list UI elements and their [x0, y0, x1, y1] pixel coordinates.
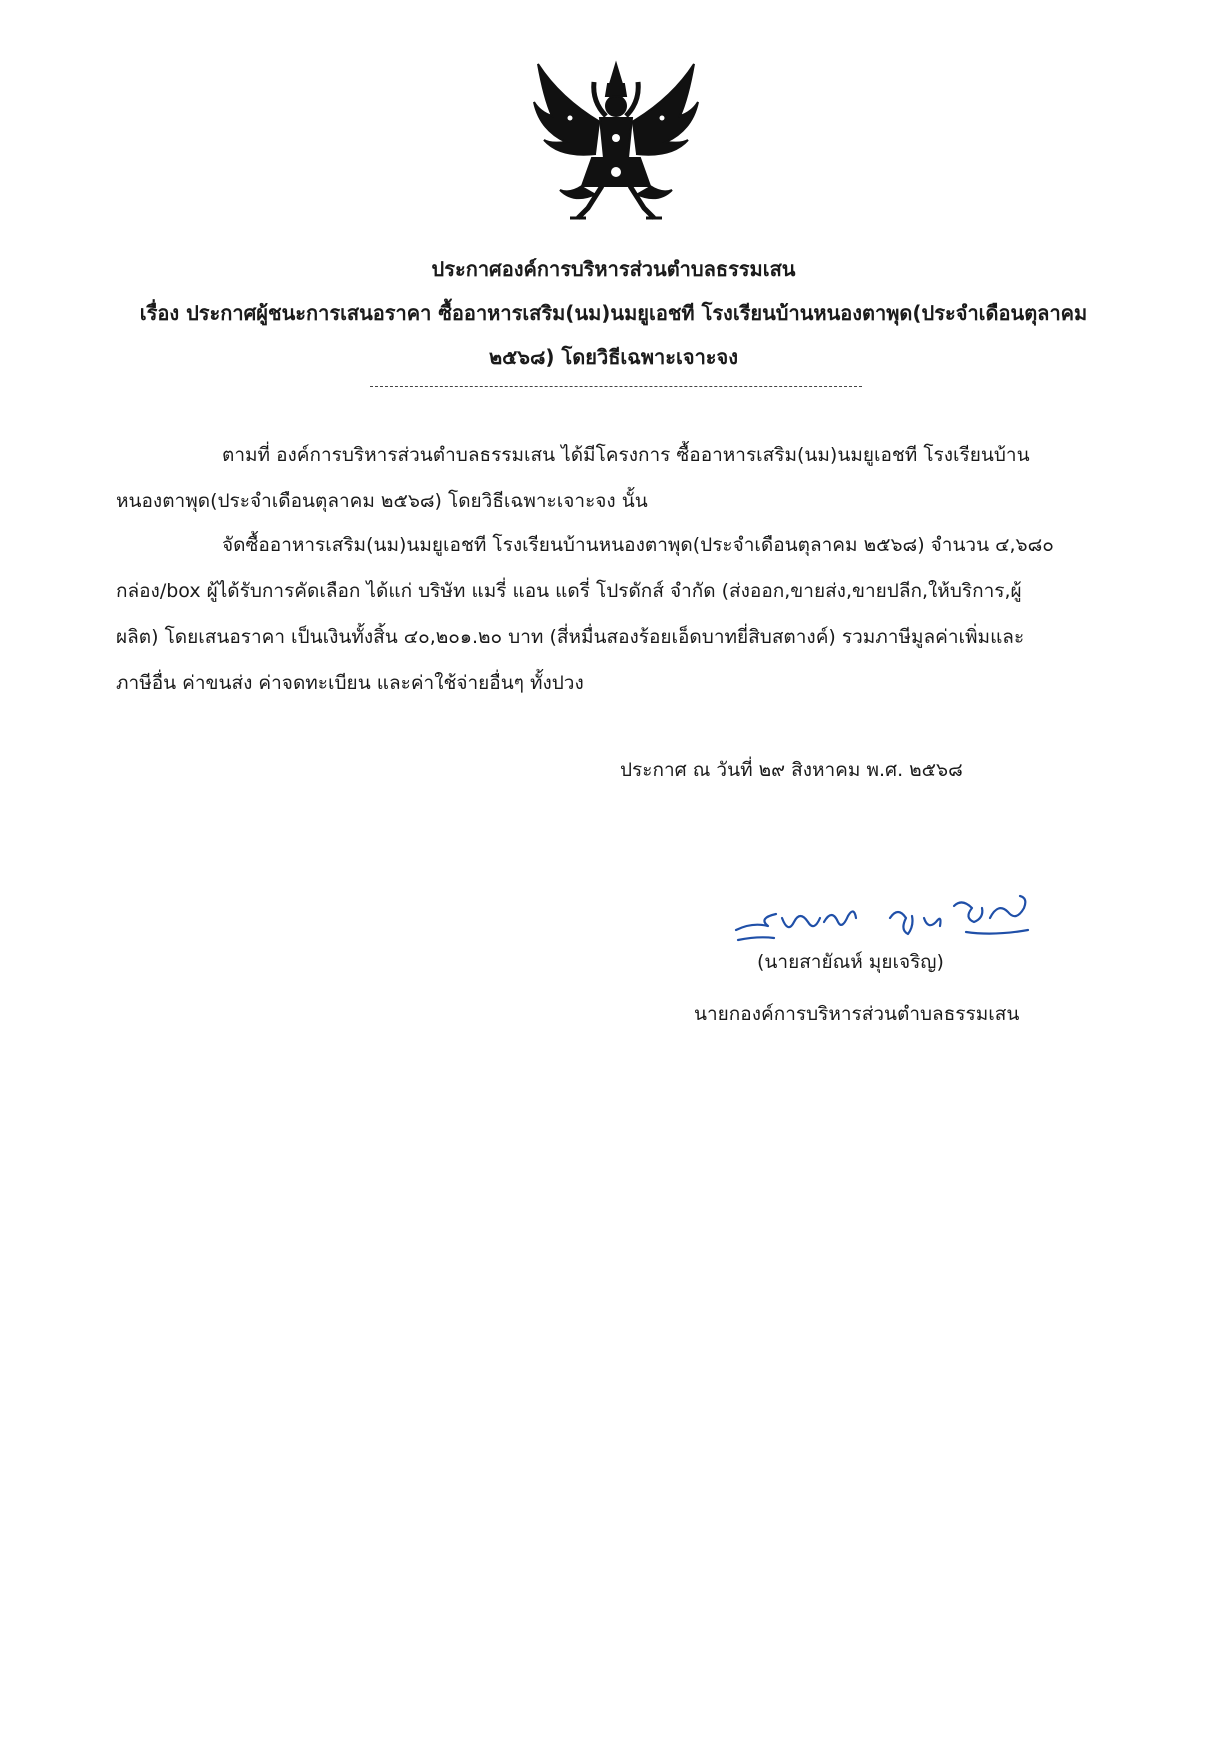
announcement-date: ประกาศ ณ วันที่ ๒๙ สิงหาคม พ.ศ. ๒๕๖๘ [620, 759, 963, 781]
garuda-emblem-icon [530, 58, 702, 224]
announcement-title: ประกาศองค์การบริหารส่วนตำบลธรรมเสน [431, 257, 796, 281]
paragraph-2-line-2: กล่อง/box ผู้ได้รับการคัดเลือก ได้แก่ บริษัท แมรี่ แอน แดรี่ โปรดักส์ จำกัด (ส่งออก,ขายส่ง,ขายปลีก,ให้บริการ,ผู้ [116, 580, 1022, 602]
paragraph-1-line-1: ตามที่ องค์การบริหารส่วนตำบลธรรมเสน ได้มีโครงการ ซื้ออาหารเสริม(นม)นมยูเอชที โรงเรียนบ้าน [222, 444, 1030, 466]
paragraph-1-line-2: หนองตาพุด(ประจำเดือนตุลาคม ๒๕๖๘) โดยวิธีเฉพาะเจาะจง นั้น [116, 490, 648, 512]
handwritten-signature [728, 878, 1048, 948]
signer-name: (นายสายัณห์ มุยเจริญ) [757, 951, 944, 973]
separator-line [370, 386, 862, 387]
announcement-subject: เรื่อง ประกาศผู้ชนะการเสนอราคา ซื้ออาหารเสริม(นม)นมยูเอชที โรงเรียนบ้านหนองตาพุด(ประจำเดือนตุลาคม [139, 301, 1088, 325]
paragraph-2-line-3: ผลิต) โดยเสนอราคา เป็นเงินทั้งสิ้น ๔๐,๒๐๑.๒๐ บาท (สี่หมื่นสองร้อยเอ็ดบาทยี่สิบสตางค์) รวมภาษีมูลค่าเพิ่มและ [116, 626, 1025, 648]
announcement-subject-continued: ๒๕๖๘) โดยวิธีเฉพาะเจาะจง [488, 345, 739, 369]
signer-position: นายกองค์การบริหารส่วนตำบลธรรมเสน [694, 1003, 1020, 1025]
paragraph-2-line-1: จัดซื้ออาหารเสริม(นม)นมยูเอชที โรงเรียนบ้านหนองตาพุด(ประจำเดือนตุลาคม ๒๕๖๘) จำนวน ๔,๖๘๐ [222, 534, 1054, 556]
paragraph-2-line-4: ภาษีอื่น ค่าขนส่ง ค่าจดทะเบียน และค่าใช้จ่ายอื่นๆ ทั้งปวง [116, 672, 584, 694]
